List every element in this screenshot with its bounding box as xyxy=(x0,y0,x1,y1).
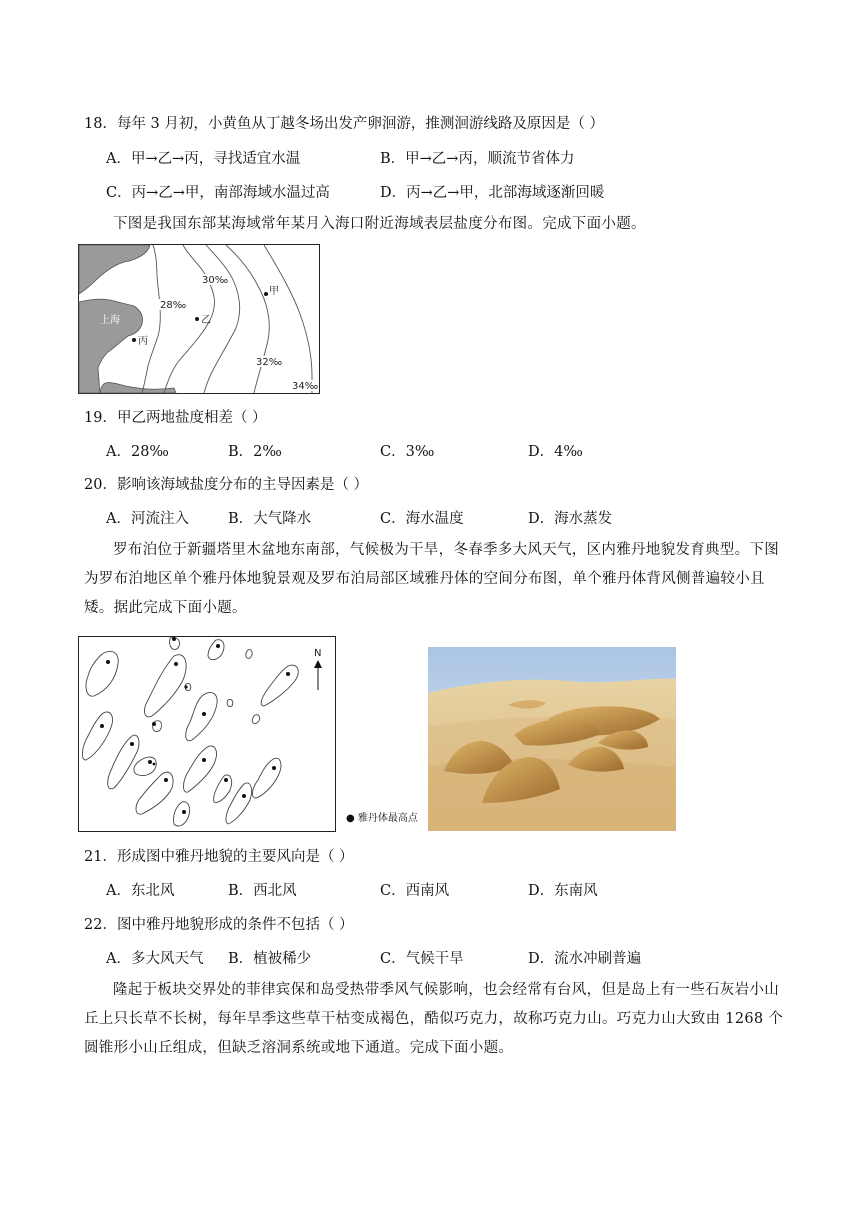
intro-yardang: 罗布泊位于新疆塔里木盆地东南部，气候极为干旱，冬春季多大风天气，区内雅丹地貌发育典型。下图为罗布泊地区单个雅丹体地貌景观及罗布泊局部区域雅丹体的空间分布图，单个雅丹体背风侧普遍较小且矮。据此完成下面小题。 xyxy=(84,542,779,616)
point-yi-label: 乙 xyxy=(201,315,211,326)
q22-option-d[interactable]: D．流水冲刷普遍 xyxy=(528,951,642,967)
q21-option-c[interactable]: C．西南风 xyxy=(380,883,450,899)
q19-option-c[interactable]: C．3‰ xyxy=(380,444,435,460)
salinity-map xyxy=(78,244,320,394)
legend-label: 雅丹体最高点 xyxy=(357,813,418,824)
question-22-stem: 22．图中雅丹地貌形成的条件不包括（ ） xyxy=(84,917,354,933)
q19-option-d[interactable]: D．4‰ xyxy=(528,444,583,460)
q21-option-a[interactable]: A．东北风 xyxy=(106,883,175,899)
q22-option-c[interactable]: C．气候干旱 xyxy=(380,951,464,967)
q18-option-a[interactable]: A．甲→乙→丙，寻找适宜水温 xyxy=(106,151,301,167)
q20-option-a[interactable]: A．河流注入 xyxy=(106,511,189,527)
iso-28-label: 28‰ xyxy=(160,300,187,311)
q19-option-a[interactable]: A．28‰ xyxy=(106,444,169,460)
q20-option-b[interactable]: B．大气降水 xyxy=(228,511,312,527)
intro-chocolate-hills: 隆起于板块交界处的菲律宾保和岛受热带季风气候影响，也会经常有台风，但是岛上有一些石灰岩小山丘上只长草不长树，每年旱季这些草干枯变成褐色，酷似巧克力，故称巧克力山。巧克力山大致由 1268 个圆锥形小山丘组成，但缺乏溶洞系统或地下通道。完成下面小题。 xyxy=(84,982,784,1056)
yardang-distribution-map xyxy=(78,636,338,833)
question-20-stem: 20．影响该海域盐度分布的主导因素是（ ） xyxy=(84,477,369,493)
point-jia-label: 甲 xyxy=(269,286,279,297)
q19-option-b[interactable]: B．2‰ xyxy=(228,444,282,460)
question-21-stem: 21．形成图中雅丹地貌的主要风向是（ ） xyxy=(84,849,354,865)
question-19-stem: 19．甲乙两地盐度相差（ ） xyxy=(84,410,267,426)
q22-option-a[interactable]: A．多大风天气 xyxy=(106,951,204,967)
q22-option-b[interactable]: B．植被稀少 xyxy=(228,951,312,967)
yardang-legend xyxy=(346,809,418,824)
intro-salinity: 下图是我国东部某海域常年某月入海口附近海域表层盐度分布图。完成下面小题。 xyxy=(113,216,646,232)
point-bing-label: 丙 xyxy=(138,336,148,347)
q21-option-b[interactable]: B．西北风 xyxy=(228,883,297,899)
q20-option-c[interactable]: C．海水温度 xyxy=(380,511,464,527)
iso-32-label: 32‰ xyxy=(256,357,283,368)
question-18-stem: 18．每年 3 月初，小黄鱼从丁越冬场出发产卵洄游，推测洄游线路及原因是（ ） xyxy=(84,116,605,132)
north-label: N xyxy=(314,648,322,659)
yardang-landscape-illustration xyxy=(428,647,676,831)
q18-option-c[interactable]: C．丙→乙→甲，南部海域水温过高 xyxy=(106,185,330,201)
iso-34-label: 34‰ xyxy=(292,381,319,392)
q18-option-d[interactable]: D．丙→乙→甲，北部海域逐渐回暖 xyxy=(380,185,605,201)
shanghai-label: 上海 xyxy=(100,315,120,326)
q21-option-d[interactable]: D．东南风 xyxy=(528,883,598,899)
q20-option-d[interactable]: D．海水蒸发 xyxy=(528,511,613,527)
iso-30-label: 30‰ xyxy=(202,275,229,286)
q18-option-b[interactable]: B．甲→乙→丙，顺流节省体力 xyxy=(380,151,575,167)
legend-dot-icon: ● xyxy=(346,813,355,824)
